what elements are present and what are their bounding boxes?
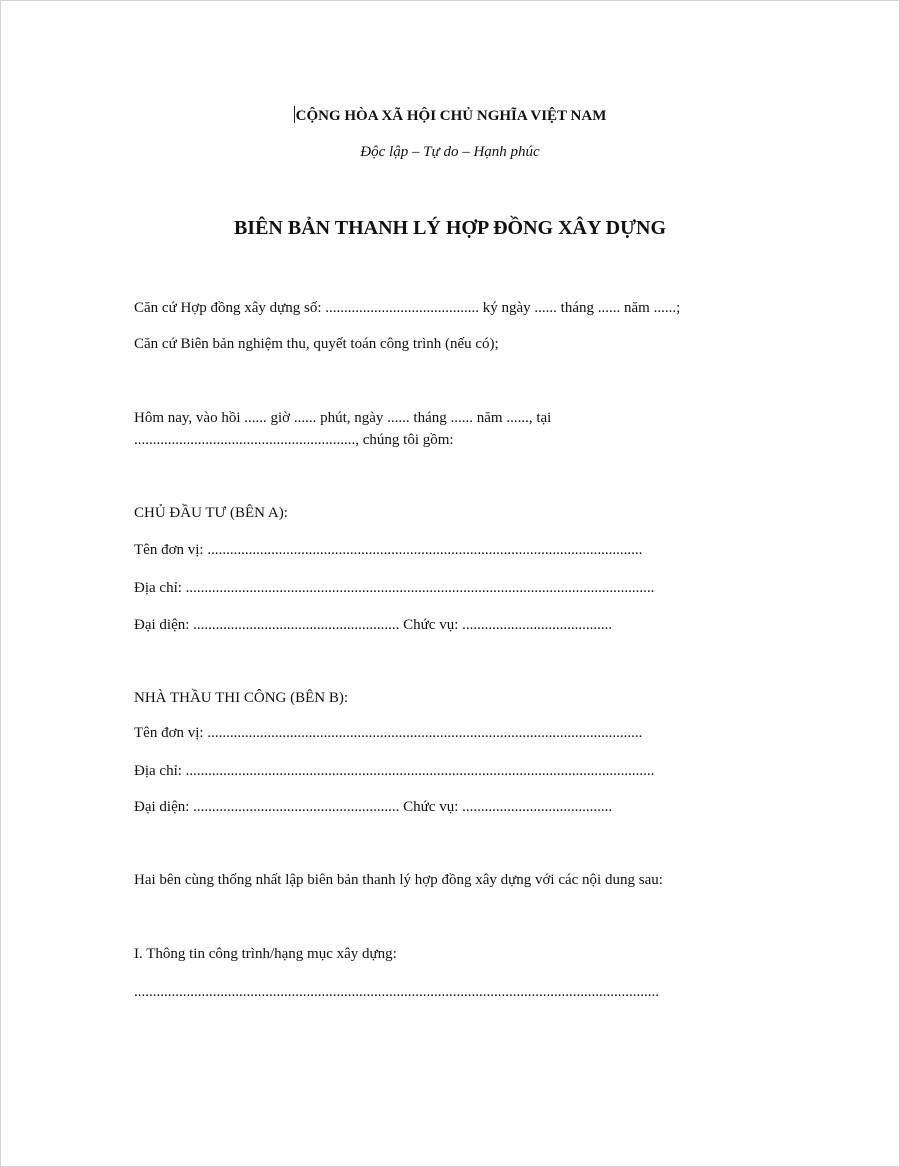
- party-b-heading: NHÀ THẦU THI CÔNG (BÊN B):: [134, 690, 349, 706]
- party-b-address: Địa chỉ: .............................................................................................................................: [134, 763, 655, 779]
- national-header: [1, 106, 899, 125]
- section-1-heading: I. Thông tin công trình/hạng mục xây dựng:: [134, 946, 397, 962]
- party-b-unit-name: Tên đơn vị: ....................................................................................................................: [134, 725, 643, 741]
- document-title: BIÊN BẢN THANH LÝ HỢP ĐỒNG XÂY DỰNG: [233, 217, 667, 239]
- party-a-address: Địa chỉ: .............................................................................................................................: [134, 580, 655, 596]
- party-a-unit-name: Tên đơn vị: ....................................................................................................................: [134, 542, 643, 558]
- party-b-representative: Đại diện: ....................................................... Chức vụ: ........................................: [134, 799, 613, 815]
- section-1-fill-line: ............................................................................................................................................: [134, 984, 659, 1000]
- meeting-attendees: ..........................................................., chúng tôi gồm:: [134, 432, 454, 448]
- party-a-representative: Đại diện: ....................................................... Chức vụ: ........................................: [134, 617, 613, 633]
- meeting-time-place: Hôm nay, vào hồi ...... giờ ...... phút, ngày ...... tháng ...... năm ......, tại: [134, 410, 552, 426]
- text-cursor: [294, 106, 295, 123]
- party-a-heading: CHỦ ĐẦU TƯ (BÊN A):: [134, 505, 288, 521]
- agreement-statement: Hai bên cùng thống nhất lập biên bản thanh lý hợp đồng xây dựng với các nội dung sau:: [134, 872, 663, 888]
- national-motto: Độc lập – Tự do – Hạnh phúc: [360, 144, 540, 160]
- basis-contract: Căn cứ Hợp đồng xây dựng số: ......................................... ký ngày ...... tháng ...... năm ......;: [134, 300, 681, 316]
- basis-acceptance: Căn cứ Biên bản nghiệm thu, quyết toán công trình (nếu có);: [134, 336, 499, 352]
- national-header-text: CỘNG HÒA XÃ HỘI CHỦ NGHĨA VIỆT NAM: [295, 108, 607, 124]
